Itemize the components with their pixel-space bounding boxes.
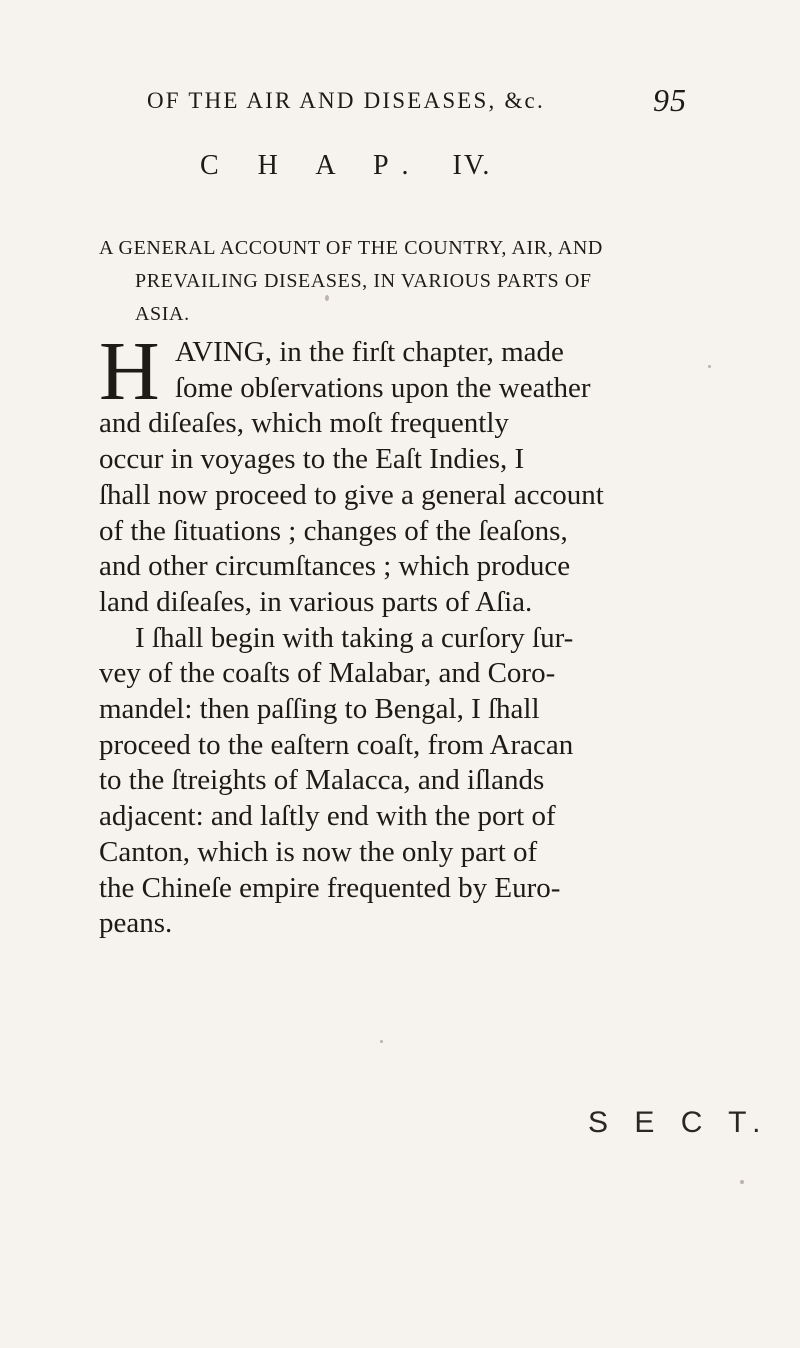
text-line: mandel: then paſſing to Bengal, I ſhall — [99, 693, 540, 726]
running-head — [147, 84, 687, 124]
text-line: adjacent: and laſtly end with the port of — [99, 800, 556, 833]
paper-speck — [325, 295, 329, 301]
paper-speck — [708, 365, 711, 368]
chapter-heading — [200, 150, 491, 182]
text-line: AVING, in the firſt chapter, made — [175, 336, 564, 368]
text-line: ſome obſervations upon the weather — [175, 371, 591, 404]
chapter-number: IV. — [452, 150, 492, 181]
text-line: Canton, which is now the only part of — [99, 835, 538, 868]
text-line: and other circumſtances ; which produce — [99, 550, 571, 583]
text-line: vey of the coaſts of Malabar, and Coro- — [99, 657, 556, 690]
subtitle-line: A GENERAL ACCOUNT OF THE COUNTRY, AIR, AND — [99, 237, 603, 259]
catchword: S E C T. — [588, 1106, 770, 1139]
text-line: ſhall now proceed to give a general account — [99, 478, 604, 511]
subtitle-line: ASIA. — [135, 303, 190, 325]
text-line: to the ſtreights of Malacca, and iſlands — [99, 764, 545, 797]
text-line: and diſeaſes, which moſt frequently — [99, 407, 509, 440]
paper-speck — [740, 1180, 744, 1184]
text-line: I ſhall begin with taking a curſory ſur- — [135, 621, 574, 654]
text-line: the Chineſe empire frequented by Euro- — [99, 871, 561, 904]
chapter-subtitle — [99, 232, 699, 331]
text-line: peans. — [99, 907, 173, 940]
text-line: land diſeaſes, in various parts of Aſia. — [99, 585, 533, 618]
text-line: of the ſituations ; changes of the ſeaſons, — [99, 514, 568, 547]
drop-cap: H — [99, 325, 160, 418]
chapter-label: C H A P. — [200, 150, 425, 181]
paper-speck — [380, 1040, 383, 1043]
text-line: occur in voyages to the Eaſt Indies, I — [99, 443, 525, 476]
text-line: proceed to the eaſtern coaſt, from Aracan — [99, 728, 574, 761]
body-text — [99, 325, 699, 942]
running-head-title: OF THE AIR AND DISEASES, &c. — [147, 88, 545, 113]
subtitle-line: PREVAILING DISEASES, IN VARIOUS PARTS OF — [135, 270, 592, 292]
page-number: 95 — [653, 82, 687, 118]
